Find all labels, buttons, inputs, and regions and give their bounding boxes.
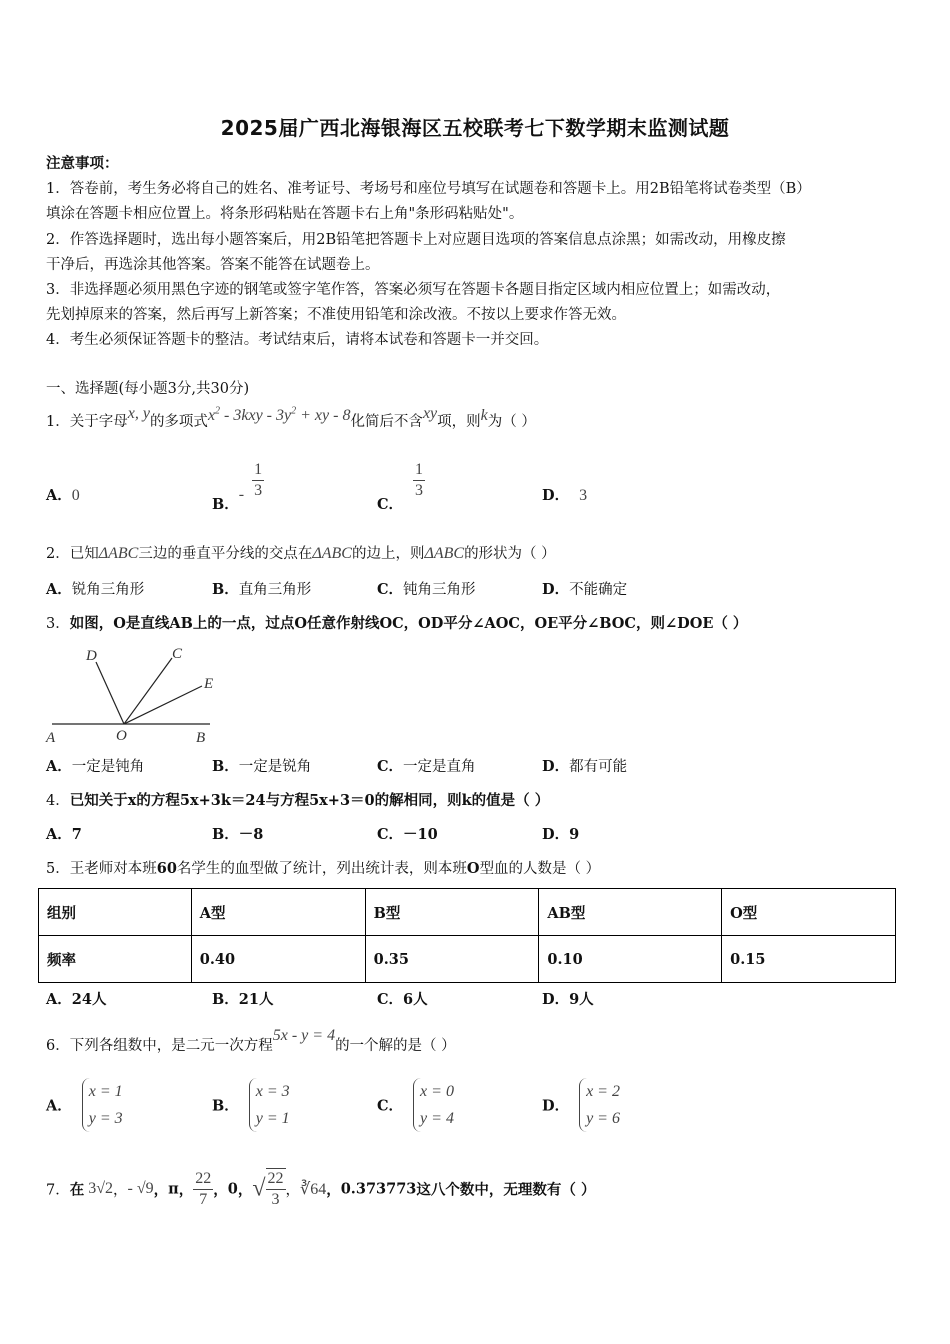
denominator: 3: [415, 482, 424, 499]
ray-od: [96, 662, 124, 724]
numerator: 1: [252, 460, 264, 481]
option-b[interactable]: [212, 460, 264, 513]
option-label: C．: [377, 991, 404, 1008]
option-label: C．: [377, 826, 404, 843]
option-d[interactable]: [542, 755, 627, 776]
equation-line: y = 3: [88, 1110, 123, 1127]
q-number: 4．: [46, 793, 70, 809]
option-text: 都有可能: [569, 759, 628, 775]
page-title: 2025届广西北海银海区五校联考七下数学期末监测试题: [220, 116, 730, 140]
option-label: B．: [212, 758, 239, 775]
q-text: 下列各组数中，是二元一次方程: [69, 1038, 273, 1054]
option-text: 6人: [403, 991, 428, 1008]
option-label: D．: [542, 826, 570, 843]
equation: 5x - y = 4: [272, 1027, 336, 1044]
option-text: 不能确定: [569, 582, 628, 598]
option-a[interactable]: [46, 484, 80, 505]
notice-heading: 注意事项：: [46, 155, 119, 172]
option-label: A．: [46, 826, 72, 843]
q-text: 名学生的血型做了统计，列出统计表，则本班: [176, 861, 467, 877]
poly-part: - 3kxy - 3y: [220, 407, 292, 424]
q-text: 的边上，则: [351, 546, 425, 562]
option-b[interactable]: [212, 823, 263, 844]
equation-line: x = 1: [88, 1083, 123, 1100]
q-text: 的多项式: [149, 414, 208, 430]
exponent: 2: [291, 405, 297, 417]
question-1: [46, 405, 536, 431]
option-text: －10: [403, 826, 438, 843]
fraction: [193, 1169, 213, 1210]
option-c[interactable]: [377, 823, 438, 844]
option-text: 直角三角形: [238, 582, 312, 598]
option-d[interactable]: [542, 1078, 620, 1132]
equation-system: [249, 1078, 290, 1132]
table-cell: 频率: [39, 936, 192, 983]
fraction: [413, 460, 425, 501]
option-value: 0: [71, 487, 80, 504]
q-text: 关于字母: [69, 414, 128, 430]
option-text: 钝角三角形: [403, 582, 476, 598]
equation-line: x = 2: [586, 1083, 620, 1100]
option-label: B．: [212, 495, 239, 513]
q-number: 5．: [46, 861, 70, 877]
equation-system: [579, 1078, 620, 1132]
question-5: [46, 857, 600, 878]
option-c[interactable]: [377, 460, 425, 513]
q-number-value: 60: [156, 860, 177, 877]
table-cell: B型: [365, 889, 539, 936]
option-label: A．: [46, 581, 72, 598]
numerator: 22: [193, 1169, 213, 1190]
table-header-row: [39, 889, 896, 936]
triangle-symbol: ΔABC: [98, 545, 139, 562]
table-cell: 组别: [39, 889, 192, 936]
equation-line: x = 3: [255, 1083, 290, 1100]
table-cell: A型: [191, 889, 365, 936]
option-d[interactable]: [542, 988, 594, 1009]
option-text: 一定是直角: [403, 759, 476, 775]
option-a[interactable]: [46, 988, 106, 1009]
point-label-e: E: [204, 676, 214, 692]
point-label-c: C: [172, 646, 183, 662]
math-vars: x, y: [127, 405, 150, 422]
option-label: D．: [542, 581, 570, 598]
section-heading: 一、选择题(每小题3分,共30分): [46, 381, 250, 397]
math-number: 3√2: [88, 1180, 114, 1197]
q-text: 已知: [69, 546, 99, 562]
question-4: [46, 789, 549, 810]
exponent: 2: [215, 405, 221, 417]
option-c[interactable]: [377, 578, 476, 599]
notice-line: 4．考生必须保证答题卡的整洁。考试结束后，请将本试卷和答题卡一并交回。: [46, 332, 549, 348]
notice-line: 填涂在答题卡相应位置上。将条形码粘贴在答题卡右上角"条形码粘贴处"。: [46, 206, 524, 222]
option-label: C．: [377, 495, 404, 513]
q-text: 项，则: [437, 414, 481, 430]
ray-oe: [124, 686, 202, 724]
question-2: [46, 542, 556, 563]
table-row: [39, 936, 896, 983]
numerator: 22: [266, 1169, 286, 1190]
q-number: 7．: [46, 1182, 70, 1199]
q-text: 王老师对本班: [69, 861, 157, 877]
option-a[interactable]: [46, 755, 144, 776]
equation-system: [82, 1078, 123, 1132]
option-text: 24人: [71, 991, 107, 1008]
q-text: 在: [69, 1181, 85, 1199]
notice-line: 2．作答选择题时，选出每小题答案后，用2B铅笔把答题卡上对应题目选项的答案信息点涂黑；如需改动，用橡皮擦: [46, 232, 786, 248]
fraction: [266, 1168, 286, 1210]
option-c[interactable]: [377, 755, 476, 776]
option-label: A．: [46, 991, 72, 1008]
option-text: 一定是锐角: [238, 759, 312, 775]
q-text: 型血的人数是（ ）: [479, 861, 601, 877]
angle-figure: [44, 640, 224, 750]
math-term: xy: [422, 405, 438, 422]
q-text: 化简后不含: [350, 414, 423, 430]
table-cell: 0.35: [365, 936, 539, 983]
point-label-o: O: [116, 728, 127, 744]
option-text: 锐角三角形: [71, 582, 145, 598]
math-number: - √9: [127, 1180, 154, 1197]
math-number: 0: [227, 1180, 238, 1198]
option-a[interactable]: [46, 578, 144, 599]
triangle-symbol: ΔABC: [424, 545, 465, 562]
ray-oc: [124, 658, 172, 724]
table-cell: 0.40: [191, 936, 365, 983]
option-c[interactable]: [377, 988, 428, 1009]
option-text: －8: [238, 826, 264, 843]
option-b[interactable]: [212, 988, 273, 1009]
denominator: 7: [199, 1190, 208, 1208]
equation-system: [413, 1078, 454, 1132]
q-text: 为（ ）: [487, 414, 536, 430]
question-6: [46, 1027, 456, 1055]
option-label: B．: [212, 581, 239, 598]
frequency-table: [38, 888, 896, 983]
q-blood-type: O: [466, 860, 480, 877]
point-label-a: A: [46, 730, 56, 746]
option-label: B．: [212, 1097, 239, 1115]
option-label: D．: [542, 991, 570, 1008]
point-label-d: D: [86, 648, 97, 664]
table-cell: 0.15: [722, 936, 896, 983]
option-text: 7: [71, 826, 82, 843]
option-label: C．: [377, 758, 404, 775]
equation-line: y = 6: [586, 1110, 620, 1127]
option-label: C．: [377, 581, 404, 598]
q-text: 这八个数中，无理数有（ ）: [416, 1181, 596, 1199]
option-label: B．: [212, 991, 239, 1008]
option-d[interactable]: [542, 823, 579, 844]
fraction: [252, 460, 264, 501]
q-number: 1．: [46, 414, 70, 430]
denominator: 3: [254, 482, 263, 499]
option-label: C．: [377, 1097, 404, 1115]
equation-line: y = 4: [420, 1110, 454, 1127]
notice-line: 干净后，再选涂其他答案。答案不能答在试题卷上。: [46, 257, 380, 273]
option-text: 9人: [569, 991, 594, 1008]
option-d[interactable]: [542, 578, 627, 599]
q-text: 的一个解的是（ ）: [335, 1038, 456, 1054]
math-number: 0.373773: [340, 1180, 417, 1198]
triangle-symbol: ΔABC: [312, 545, 352, 562]
table-cell: 0.10: [539, 936, 722, 983]
option-label: A．: [46, 487, 72, 504]
math-number: π: [168, 1180, 179, 1198]
option-a[interactable]: [46, 1078, 123, 1132]
notice-line: 3．非选择题必须用黑色字迹的钢笔或签字笔作答，答案必须写在答题卡各题目指定区域内相应位置上；如需改动，: [46, 282, 781, 298]
q-text: 如图，O是直线AB上的一点，过点O任意作射线OC，OD平分∠AOC，OE平分∠BOC，则∠DOE（ ）: [69, 615, 748, 632]
question-3: [46, 612, 747, 633]
option-b[interactable]: [212, 755, 311, 776]
denominator: 3: [271, 1191, 280, 1208]
q-number: 2．: [46, 546, 70, 562]
option-label: D．: [542, 1097, 570, 1115]
equation-line: y = 1: [255, 1110, 290, 1127]
q-text: 三边的垂直平分线的交点在: [138, 546, 313, 562]
option-value: 3: [579, 487, 588, 504]
option-text: 21人: [238, 991, 274, 1008]
poly-part: x: [207, 407, 216, 424]
option-label: A．: [46, 1097, 72, 1115]
poly-part: + xy - 8: [296, 407, 351, 424]
option-text: 一定是钝角: [71, 759, 145, 775]
option-label: A．: [46, 758, 72, 775]
table-cell: O型: [722, 889, 896, 936]
minus-sign: -: [238, 485, 245, 503]
option-label: D．: [542, 758, 570, 775]
numerator: 1: [413, 460, 425, 481]
math-number: ∛64: [300, 1181, 327, 1198]
equation-line: x = 0: [420, 1083, 454, 1100]
point-label-b: B: [196, 730, 206, 746]
polynomial: [208, 407, 351, 424]
math-term: k: [480, 407, 488, 424]
table-cell: AB型: [539, 889, 722, 936]
q-text: 的形状为（ ）: [464, 546, 556, 562]
notice-line: 1．答卷前，考生务必将自己的姓名、准考证号、考场号和座位号填写在试题卷和答题卡上。用2B铅笔将试卷类型（B）: [46, 181, 811, 197]
question-7: 7．在 3√2，- √9，π， $\frac{22}{7}$ ，0，√ $\frac{22}{3}$ ，∛64，0.373773这八个数中，无理数有（ ）: [46, 1169, 596, 1208]
option-d[interactable]: [542, 484, 587, 505]
option-a[interactable]: [46, 823, 82, 844]
option-label: D．: [542, 487, 570, 504]
q-text: 已知关于x的方程5x+3k＝24与方程5x+3＝0的解相同，则k的值是（ ）: [69, 792, 550, 809]
q-number: 6．: [46, 1038, 70, 1054]
notice-line: 先划掉原来的答案，然后再写上新答案；不准使用铅笔和涂改液。不按以上要求作答无效。: [46, 307, 626, 323]
option-b[interactable]: [212, 1078, 290, 1132]
option-c[interactable]: [377, 1078, 454, 1132]
option-label: B．: [212, 826, 239, 843]
q-number: 3．: [46, 616, 70, 632]
option-text: 9: [569, 826, 580, 843]
option-b[interactable]: [212, 578, 311, 599]
